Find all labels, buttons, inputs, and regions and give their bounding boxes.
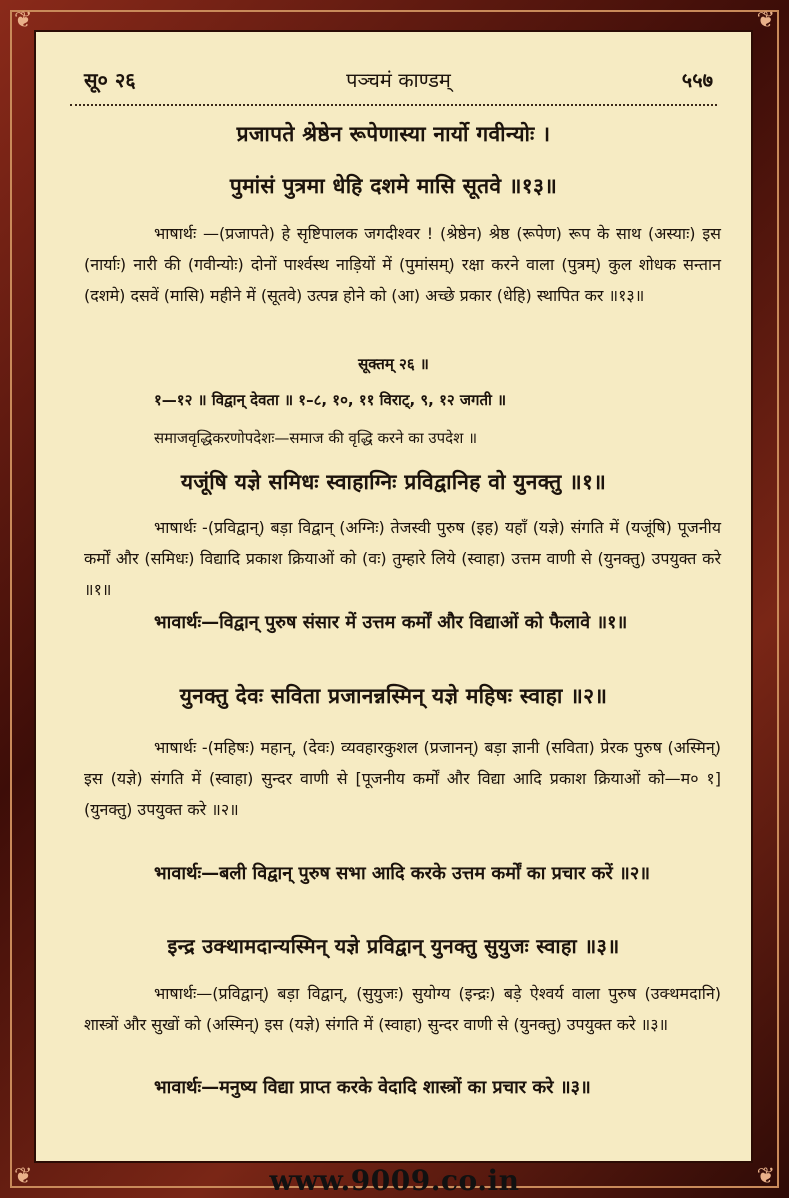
bhavartha-2-text: भावार्थः—बली विद्वान् पुरुष सभा आदि करके उत्तम कर्मों का प्रचार करें ॥२॥: [154, 863, 650, 884]
bhashartha-2-text: भाषार्थः -(महिषः) महान्, (देवः) व्यवहारकुशल (प्रजानन्) बड़ा ज्ञानी (सविता) प्रेरक पुरुष (अस्मिन्) इस (यज्ञे) संगति में (स्वाहा) सुन्दर वाणी से [पूजनीय कर्मों और विद्या आदि प्रकाश क्रियाओं को—म० १] (युनक्तु) उपयुक्त करे ॥२॥: [84, 738, 721, 819]
verse-13-line-1: प्रजापते श्रेष्ठेन रूपेणास्या नार्यो गवीन्योः ।: [236, 122, 551, 146]
upadesh-line: समाजवृद्धिकरणोपदेशः—समाज की वृद्धि करने का उपदेश ॥: [154, 429, 478, 447]
corner-swirl-icon: ❦: [756, 1164, 775, 1189]
verse-1: यजूंषि यज्ञे समिधः स्वाहाग्निः प्रविद्वानिह वो युनक्तु ॥१॥: [180, 470, 607, 494]
bhavartha-1-text: भावार्थः—विद्वान् पुरुष संसार में उत्तम कर्मों और विद्याओं को फैलावे ॥१॥: [154, 612, 628, 633]
bhavartha-3: [36, 1072, 751, 1103]
book-page: [34, 30, 753, 1163]
sukta-heading: सूक्तम् २६ ॥: [358, 355, 429, 373]
bhashartha-13-text: भाषार्थः —(प्रजापते) हे सृष्टिपालक जगदीश्वर ! (श्रेष्ठेन) श्रेष्ठ (रूपेण) रूप के साथ (अस्याः) इस (नार्याः) नारी की (गवीन्योः) दोनों पार्श्वस्थ नाड़ियों में (पुमांसम्) रक्षा करने वाला (पुत्रम्) कुल शोधक सन्तान (दशमे) दसवें (मासि) महीने में (सूतवे) उत्पन्न होने को (आ) अच्छे प्रकार (धेहि) स्थापित कर ॥१३॥: [84, 224, 721, 305]
sukta-number: सू० २६: [84, 68, 136, 92]
website-link[interactable]: www.9009.co.in: [269, 1164, 520, 1197]
devata-line: १—१२ ॥ विद्वान् देवता ॥ १–८, १०, ११ विराट्, ९, १२ जगती ॥: [154, 391, 507, 409]
page-header: [84, 66, 713, 96]
bhavartha-2: [36, 858, 751, 889]
corner-swirl-icon: ❦: [14, 8, 33, 33]
kanda-title: पञ्चमं काण्डम्: [346, 68, 451, 92]
bhashartha-3-text: भाषार्थः—(प्रविद्वान्) बड़ा विद्वान्, (सुयुजः) सुयोग्य (इन्द्रः) बड़े ऐश्वर्य वाला पुरुष (उक्थमदानि) शास्त्रों और सुखों को (अस्मिन्) इस (यज्ञे) संगति में (स्वाहा) सुन्दर वाणी से (युनक्तु) उपयुक्त करे ॥३॥: [84, 984, 721, 1034]
bhavartha-3-text: भावार्थः—मनुष्य विद्या प्राप्त करके वेदादि शास्त्रों का प्रचार करे ॥३॥: [154, 1077, 591, 1098]
verse-13-line-2: पुमांसं पुत्रमा धेहि दशमे मासि सूतवे ॥१३॥: [229, 174, 558, 198]
corner-swirl-icon: ❦: [756, 8, 775, 33]
bhashartha-1: [36, 512, 751, 605]
bhashartha-1-text: भाषार्थः -(प्रविद्वान्) बड़ा विद्वान् (अग्निः) तेजस्वी पुरुष (इह) यहाँ (यज्ञे) संगति में (यजूंषि) पूजनीय कर्मों और (समिधः) विद्यादि प्रकाश क्रियाओं को (वः) तुम्हारे लिये (स्वाहा) उत्तम वाणी से (युनक्तु) उपयुक्त करे ॥१॥: [84, 518, 721, 599]
bhashartha-2: [36, 732, 751, 825]
page-number: ५५७: [681, 68, 713, 92]
bhavartha-1: [36, 607, 751, 638]
bhashartha-3: [36, 978, 751, 1040]
verse-2: युनक्तु देवः सविता प्रजानन्नस्मिन् यज्ञे महिषः स्वाहा ॥२॥: [179, 684, 608, 708]
bhashartha-13: [36, 218, 751, 311]
header-divider: [70, 104, 717, 106]
verse-3: इन्द्र उक्थामदान्यस्मिन् यज्ञे प्रविद्वान् युनक्तु सुयुजः स्वाहा ॥३॥: [167, 934, 620, 958]
corner-swirl-icon: ❦: [14, 1164, 33, 1189]
